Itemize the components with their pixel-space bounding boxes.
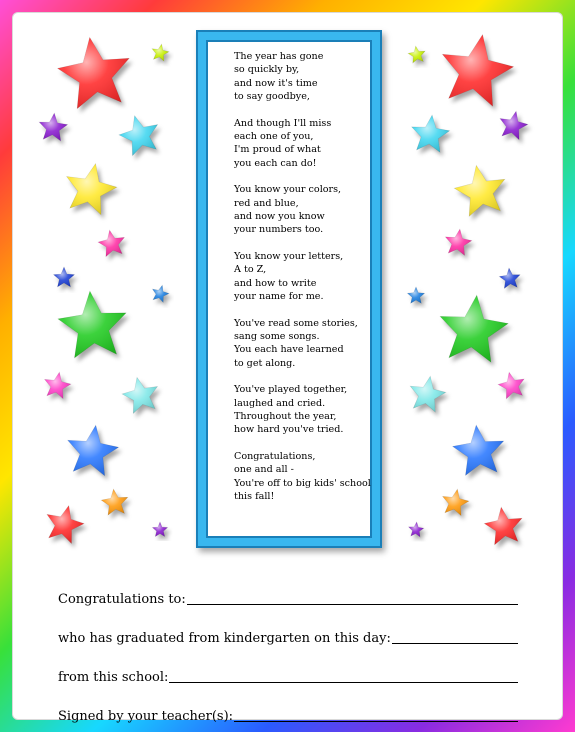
star-icon <box>153 285 170 302</box>
star-icon <box>68 425 119 476</box>
poem-line: You're off to big kids' school <box>234 477 371 489</box>
star-icon <box>152 44 169 61</box>
star-icon <box>54 267 75 287</box>
star-icon <box>58 37 130 108</box>
poem-line: each one of you, <box>234 131 314 143</box>
poem-stanza <box>234 317 366 371</box>
poem-stanza <box>234 250 366 304</box>
star-icon <box>500 111 528 139</box>
star-icon <box>408 46 425 63</box>
poem-line: you each can do! <box>234 157 317 169</box>
poem-line: And though I'll miss <box>234 117 332 129</box>
poem-line: You've read some stories, <box>234 317 358 329</box>
poem-line: how hard you've tried. <box>234 424 344 436</box>
star-icon <box>409 522 424 537</box>
poem-line: this fall! <box>234 490 275 502</box>
certificate-fields <box>58 570 518 726</box>
star-icon <box>454 165 505 216</box>
poem-line: and now it's time <box>234 77 318 89</box>
graduation-date-field <box>58 609 518 648</box>
poem-line: so quickly by, <box>234 64 300 76</box>
fill-in-line <box>392 629 518 644</box>
star-icon <box>47 506 84 544</box>
poem-line: red and blue, <box>234 197 299 209</box>
poem-line: You know your letters, <box>234 250 344 262</box>
poem-line: Congratulations, <box>234 450 316 462</box>
teacher-signature-field <box>58 687 518 726</box>
recipient-name-field <box>58 570 518 609</box>
star-icon <box>412 115 450 152</box>
poem-line: to get along. <box>234 357 296 369</box>
star-icon <box>499 268 520 288</box>
poem-line: your numbers too. <box>234 224 324 236</box>
star-icon <box>484 507 522 545</box>
poem-line: You know your colors, <box>234 184 342 196</box>
field-label: from this school: <box>58 670 169 685</box>
poem-line: Throughout the year, <box>234 410 337 422</box>
star-icon <box>453 425 504 475</box>
poem-line: and now you know <box>234 211 325 223</box>
poem-line: your name for me. <box>234 291 324 303</box>
poem-line: and how to write <box>234 277 317 289</box>
star-icon <box>443 489 469 515</box>
fill-in-line <box>169 668 518 683</box>
star-icon <box>445 229 471 255</box>
fill-in-line <box>187 590 518 605</box>
poem-line: The year has gone <box>234 51 324 62</box>
poem-frame <box>196 30 382 548</box>
school-name-field <box>58 648 518 687</box>
star-icon <box>98 230 124 256</box>
star-icon <box>122 377 157 413</box>
star-icon <box>58 291 126 358</box>
star-icon <box>39 113 67 141</box>
star-icon <box>407 287 424 303</box>
star-icon <box>67 164 117 215</box>
field-label: Congratulations to: <box>58 592 186 607</box>
poem-line: laughed and cried. <box>234 397 326 409</box>
poem-stanza <box>234 383 366 437</box>
poem-line: I'm proud of what <box>234 144 321 156</box>
poem-line: A to Z, <box>234 264 267 276</box>
poem-line: sang some songs. <box>234 330 320 342</box>
field-label: who has graduated from kindergarten on this day: <box>58 631 391 646</box>
fill-in-line <box>234 707 518 722</box>
poem-stanza <box>234 450 371 504</box>
star-icon <box>101 489 128 515</box>
star-icon <box>440 295 508 362</box>
poem-line: one and all - <box>234 464 294 476</box>
poem-stanza <box>234 183 366 237</box>
poem-line: You each have learned <box>234 344 344 356</box>
star-icon <box>45 372 71 398</box>
star-icon <box>442 35 513 107</box>
poem-stanza <box>234 50 366 104</box>
poem-box <box>206 40 372 538</box>
star-icon <box>119 116 158 156</box>
star-icon <box>498 372 524 399</box>
field-label: Signed by your teacher(s): <box>58 709 234 724</box>
poem-line: You've played together, <box>234 384 348 396</box>
poem-stanza <box>234 117 366 171</box>
star-icon <box>152 522 167 537</box>
star-icon <box>410 376 446 412</box>
poem-line: to say goodbye, <box>234 91 310 103</box>
